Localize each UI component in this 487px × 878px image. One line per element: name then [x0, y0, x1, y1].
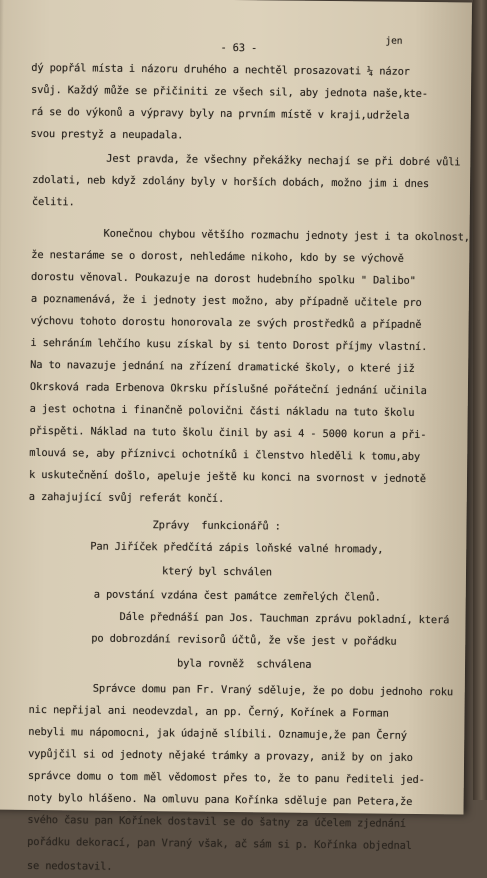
text-line: nebyli mu nápomocni, jak údajně slíbili. Oznamuje,že pan Černý — [28, 725, 407, 742]
text-line: a zahajující svůj referát končí. — [28, 490, 225, 505]
text-line: a povstání vzdána čest památce zemřelých členů. — [93, 588, 381, 604]
handwritten-insert: jen — [385, 35, 403, 47]
text-line: pořádku dekorací, pan Vraný však, ač sám si p. Kořínka objednal — [27, 835, 412, 852]
text-line: Správce domu pan Fr. Vraný sděluje, že po dobu jednoho roku — [92, 682, 454, 699]
book-edge — [473, 0, 487, 800]
section-heading: Zprávy funkcionářů : — [152, 519, 281, 533]
text-line: přispěti. Náklad na tuto školu činil by asi 4 - 5000 korun a při- — [29, 424, 427, 442]
text-line: noty bylo hlášeno. Na omluvu pana Kořínka sděluje pan Petera,že — [27, 791, 413, 808]
text-line: Na to navazuje jednání na zřízení dramatické školy, o které již — [30, 358, 415, 375]
text-line: zdolati, neb když zdolány byly v horších dobách, možno jim i dnes — [32, 173, 430, 191]
text-line: svou prestyž a neupadala. — [30, 127, 184, 142]
text-line: rá se do výkonů a výpravy byly na prvním místě v kraji,udržela — [30, 105, 410, 122]
text-line: nic nepřijal ani neodevzdal, an pp. Černý, Kořínek a Forman — [28, 703, 389, 720]
text-line: vypůjčil si od jednoty nějaké trámky a provazy, aniž by on jako — [28, 747, 413, 764]
text-line: se nedostavil. — [26, 859, 113, 873]
typewritten-text-block — [26, 35, 470, 873]
text-line: že nestaráme se o dorost, nehledáme nikoho, kdo by se výchově — [31, 248, 404, 265]
text-line: dý popřál místa i názoru druhého a nechtěl prosazovati ¼ názor — [31, 61, 410, 78]
text-line: čeliti. — [31, 195, 75, 209]
text-line: i sehráním lehčího kusu získal by si tento Dorost příjmy vlastní. — [30, 336, 428, 354]
text-line: a poznamenává, že i jednoty jest možno, aby případně učitele pro — [30, 292, 422, 309]
text-line: a jest ochotna i finančně polovični části nákladu na tuto školu — [29, 402, 415, 419]
text-line: k uskutečnění došlo, apeluje ještě ku konci na svornost v jednotě — [28, 468, 426, 486]
text-line: Jest pravda, že všechny překážky nechají se při dobré vůli — [106, 152, 461, 169]
text-line: Okrsková rada Erbenova Okrsku příslušné pořáteční jednání učinila — [29, 380, 427, 398]
text-line: dorostu věnoval. Poukazuje na dorost hudebního spolku " Dalibo" — [31, 270, 416, 287]
binding-shadow — [0, 0, 4, 798]
text-line: správce domu o tom měl vědomost přes to, že to panu řediteli jed- — [27, 769, 425, 787]
text-line: výchovu tohoto dorostu honorovala ze svých prostředků a případně — [30, 314, 422, 331]
text-line: po dobrozdání revisorů účtů, že vše jest v pořádku — [91, 632, 397, 648]
text-line: Pan Jiříček předčítá zápis loňské valné hromady, — [90, 540, 384, 556]
text-line: mlouvá se, aby příznivci ochotníků i členstvo hleděli k tomu,aby — [29, 446, 421, 463]
text-line: svůj. Každý může se přičiniti ze všech sil, aby jednota naše,kte- — [30, 83, 428, 101]
text-line: svého času pan Kořínek dostavil se do šatny za účelem zjednání — [27, 813, 407, 830]
text-line: Dále přednáší pan Jos. Tauchman zprávu pokladní, která — [119, 610, 450, 627]
text-line: který byl schválen — [161, 565, 272, 579]
page-number: - 63 - — [220, 41, 258, 55]
text-line: byla rovněž schválena — [176, 657, 312, 671]
text-line: Konečnou chybou většího rozmachu jednoty jest i ta okolnost, — [103, 227, 470, 244]
